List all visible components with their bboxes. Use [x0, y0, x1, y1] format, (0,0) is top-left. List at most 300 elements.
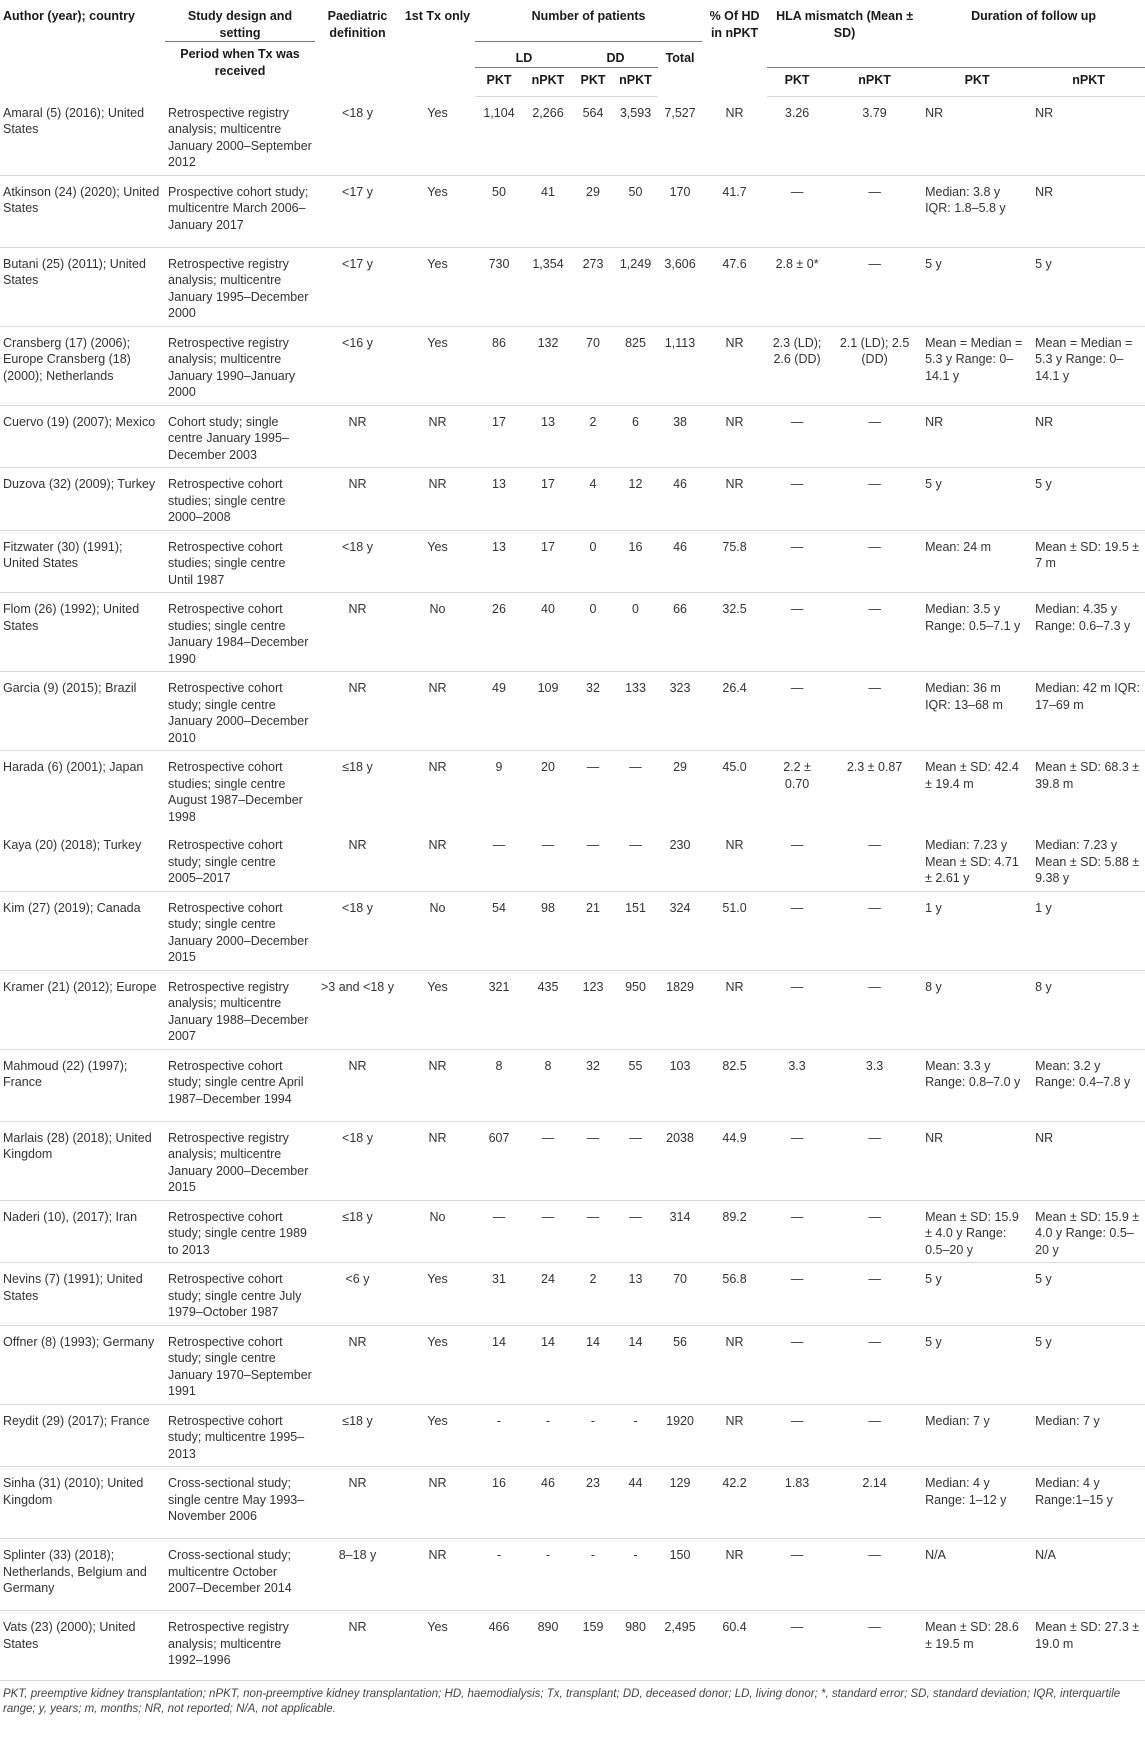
cell-author: Vats (23) (2000); United States — [0, 1611, 165, 1681]
cell-fu-pkt: NR — [922, 97, 1032, 176]
cell-dd-npkt: - — [613, 1539, 658, 1611]
cell-author: Cuervo (19) (2007); Mexico — [0, 405, 165, 468]
cell-total: 46 — [658, 530, 702, 593]
cell-dd-pkt: 23 — [573, 1467, 613, 1539]
cell-author: Sinha (31) (2010); United Kingdom — [0, 1467, 165, 1539]
cell-paediatric: NR — [315, 829, 400, 891]
cell-hla-npkt: — — [827, 1263, 922, 1326]
col-hd: % Of HD in nPKT — [709, 9, 760, 40]
cell-hla-pkt: — — [767, 1325, 827, 1404]
cell-hd: 42.2 — [702, 1467, 767, 1539]
cell-study: Cohort study; single centre January 1995–December 2003 — [165, 405, 315, 468]
cell-paediatric: ≤18 y — [315, 1200, 400, 1263]
cell-fu-npkt: Mean ± SD: 19.5 ± 7 m — [1032, 530, 1145, 593]
cell-ld-npkt: - — [523, 1404, 573, 1467]
cell-study: Retrospective cohort study; single centre April 1987–December 1994 — [165, 1049, 315, 1121]
cell-paediatric: NR — [315, 468, 400, 531]
cell-dd-npkt: 3,593 — [613, 97, 658, 176]
table-row — [0, 751, 1145, 830]
cell-study: Cross-sectional study; single centre May 1993–November 2006 — [165, 1467, 315, 1539]
cell-dd-npkt: 16 — [613, 530, 658, 593]
cell-total: 170 — [658, 175, 702, 247]
cell-hla-pkt: — — [767, 1121, 827, 1200]
cell-hd: NR — [702, 829, 767, 891]
cell-paediatric: NR — [315, 593, 400, 672]
cell-total: 46 — [658, 468, 702, 531]
cell-hla-npkt: 2.1 (LD); 2.5 (DD) — [827, 326, 922, 405]
cell-ld-npkt: 8 — [523, 1049, 573, 1121]
cell-ld-npkt: 40 — [523, 593, 573, 672]
cell-fu-pkt: 5 y — [922, 247, 1032, 326]
cell-hd: 41.7 — [702, 175, 767, 247]
cell-ld-pkt: 16 — [475, 1467, 523, 1539]
table-row — [0, 1404, 1145, 1467]
cell-first-tx: NR — [400, 1049, 475, 1121]
cell-hla-pkt: — — [767, 1263, 827, 1326]
cell-first-tx: NR — [400, 829, 475, 891]
cell-first-tx: Yes — [400, 1611, 475, 1681]
cell-first-tx: NR — [400, 1539, 475, 1611]
cell-fu-npkt: NR — [1032, 175, 1145, 247]
cell-ld-pkt: 14 — [475, 1325, 523, 1404]
cell-study: Prospective cohort study; multicentre March 2006–January 2017 — [165, 175, 315, 247]
cell-dd-npkt: 825 — [613, 326, 658, 405]
cell-fu-pkt: N/A — [922, 1539, 1032, 1611]
cell-dd-pkt: 2 — [573, 1263, 613, 1326]
cell-hla-npkt: — — [827, 829, 922, 891]
cell-hd: NR — [702, 970, 767, 1049]
cell-dd-npkt: 14 — [613, 1325, 658, 1404]
cell-study: Retrospective registry analysis; multicentre January 1988–December 2007 — [165, 970, 315, 1049]
cell-dd-pkt: 273 — [573, 247, 613, 326]
table-row — [0, 1611, 1145, 1681]
cell-first-tx: No — [400, 1200, 475, 1263]
cell-ld-npkt: — — [523, 829, 573, 891]
cell-fu-pkt: Median: 3.5 y Range: 0.5–7.1 y — [922, 593, 1032, 672]
cell-hla-pkt: — — [767, 1611, 827, 1681]
cell-study: Retrospective cohort study; single centre 1989 to 2013 — [165, 1200, 315, 1263]
cell-dd-pkt: 70 — [573, 326, 613, 405]
cell-fu-npkt: Median: 7 y — [1032, 1404, 1145, 1467]
cell-total: 1829 — [658, 970, 702, 1049]
cell-hd: 45.0 — [722, 760, 747, 774]
cell-author: Amaral (5) (2016); United States — [0, 97, 165, 176]
cell-author: Harada (6) (2001); Japan — [3, 760, 144, 774]
col-ld-pkt: PKT — [475, 67, 523, 97]
table-row — [0, 97, 1145, 176]
cell-paediatric: NR — [315, 1467, 400, 1539]
cell-first-tx: No — [400, 891, 475, 970]
cell-total: 314 — [658, 1200, 702, 1263]
cell-dd-pkt: 4 — [573, 468, 613, 531]
cell-total: 56 — [658, 1325, 702, 1404]
cell-study: Retrospective cohort study; multicentre 1995–2013 — [165, 1404, 315, 1467]
cell-hla-pkt: — — [767, 405, 827, 468]
cell-total: 230 — [658, 829, 702, 891]
cell-hd: 60.4 — [702, 1611, 767, 1681]
cell-fu-npkt: 5 y — [1032, 1263, 1145, 1326]
cell-fu-pkt: 8 y — [922, 970, 1032, 1049]
cell-dd-pkt: 32 — [573, 1049, 613, 1121]
cell-hla-npkt: — — [827, 1404, 922, 1467]
cell-first-tx: Yes — [400, 1325, 475, 1404]
table-row — [0, 1325, 1145, 1404]
cell-hd: 47.6 — [702, 247, 767, 326]
cell-total: 150 — [658, 1539, 702, 1611]
cell-hd: NR — [702, 1325, 767, 1404]
cell-fu-npkt: Mean ± SD: 68.3 ± 39.8 m — [1035, 760, 1140, 791]
cell-total: 324 — [658, 891, 702, 970]
cell-dd-npkt: — — [629, 760, 642, 774]
cell-first-tx: Yes — [400, 247, 475, 326]
cell-hla-npkt: — — [827, 530, 922, 593]
cell-fu-pkt: 1 y — [922, 891, 1032, 970]
cell-fu-pkt: 5 y — [922, 1325, 1032, 1404]
cell-ld-npkt: 890 — [523, 1611, 573, 1681]
table-row — [0, 1467, 1145, 1539]
table-row — [0, 405, 1145, 468]
cell-paediatric: NR — [315, 405, 400, 468]
cell-hla-npkt: — — [827, 970, 922, 1049]
col-dd-npkt: nPKT — [613, 67, 658, 97]
cell-ld-pkt: 49 — [475, 672, 523, 751]
cell-ld-npkt: 109 — [523, 672, 573, 751]
cell-dd-npkt: 13 — [613, 1263, 658, 1326]
table-row — [0, 530, 1145, 593]
cell-total: 29 — [673, 760, 687, 774]
cell-author: Nevins (7) (1991); United States — [0, 1263, 165, 1326]
cell-dd-npkt: 980 — [613, 1611, 658, 1681]
cell-dd-pkt: 0 — [573, 530, 613, 593]
cell-total: 3,606 — [658, 247, 702, 326]
cell-author: Mahmoud (22) (1997); France — [0, 1049, 165, 1121]
cell-hla-npkt: — — [827, 405, 922, 468]
cell-study: Retrospective cohort studies; single centre August 1987–December 1998 — [168, 760, 303, 824]
cell-hla-pkt: 2.3 (LD); 2.6 (DD) — [767, 326, 827, 405]
cell-dd-npkt: 133 — [613, 672, 658, 751]
cell-fu-npkt: Mean ± SD: 15.9 ± 4.0 y Range: 0.5–20 y — [1032, 1200, 1145, 1263]
cell-dd-npkt: 1,249 — [613, 247, 658, 326]
cell-hla-pkt: — — [767, 1539, 827, 1611]
cell-study: Retrospective cohort studies; single centre Until 1987 — [165, 530, 315, 593]
cell-dd-pkt: 0 — [573, 593, 613, 672]
cell-paediatric: NR — [315, 1611, 400, 1681]
col-study-design: Study design and setting — [165, 0, 315, 42]
cell-first-tx: Yes — [400, 326, 475, 405]
table-row — [0, 247, 1145, 326]
col-study-period: Period when Tx was received — [180, 47, 300, 78]
cell-hd: 44.9 — [702, 1121, 767, 1200]
cell-fu-npkt: NR — [1032, 1121, 1145, 1200]
table-row — [0, 593, 1145, 672]
cell-total: 103 — [658, 1049, 702, 1121]
cell-paediatric: <16 y — [315, 326, 400, 405]
cell-total: 1920 — [658, 1404, 702, 1467]
cell-ld-pkt: 31 — [475, 1263, 523, 1326]
cell-fu-pkt: Mean ± SD: 15.9 ± 4.0 y Range: 0.5–20 y — [922, 1200, 1032, 1263]
cell-hla-npkt: 3.79 — [827, 97, 922, 176]
cell-hla-pkt: 1.83 — [767, 1467, 827, 1539]
cell-paediatric: 8–18 y — [315, 1539, 400, 1611]
cell-ld-npkt: 1,354 — [523, 247, 573, 326]
table-row — [0, 1121, 1145, 1200]
cell-ld-npkt: 14 — [523, 1325, 573, 1404]
cell-hla-pkt: — — [767, 891, 827, 970]
cell-ld-pkt: 13 — [475, 468, 523, 531]
cell-first-tx: Yes — [400, 970, 475, 1049]
cell-ld-npkt: — — [523, 1121, 573, 1200]
cell-hla-npkt: — — [827, 468, 922, 531]
cell-paediatric: NR — [315, 672, 400, 751]
cell-dd-npkt: 950 — [613, 970, 658, 1049]
cell-study: Cross-sectional study; multicentre October 2007–December 2014 — [165, 1539, 315, 1611]
cell-ld-pkt: 8 — [475, 1049, 523, 1121]
cell-study: Retrospective registry analysis; multicentre 1992–1996 — [165, 1611, 315, 1681]
cell-dd-pkt: — — [586, 760, 600, 774]
cell-author: Fitzwater (30) (1991); United States — [0, 530, 165, 593]
cell-dd-npkt: 44 — [613, 1467, 658, 1539]
cell-ld-npkt: 13 — [523, 405, 573, 468]
cell-fu-pkt: NR — [922, 405, 1032, 468]
cell-ld-npkt: - — [523, 1539, 573, 1611]
cell-paediatric: NR — [315, 1325, 400, 1404]
cell-fu-npkt: NR — [1032, 97, 1145, 176]
cell-dd-pkt: 123 — [573, 970, 613, 1049]
cell-first-tx: NR — [400, 672, 475, 751]
cell-fu-npkt: Mean: 3.2 y Range: 0.4–7.8 y — [1032, 1049, 1145, 1121]
cell-ld-pkt: 730 — [475, 247, 523, 326]
cell-hla-pkt: — — [767, 175, 827, 247]
cell-author: Garcia (9) (2015); Brazil — [0, 672, 165, 751]
cell-hla-pkt: — — [767, 593, 827, 672]
cell-first-tx: NR — [400, 405, 475, 468]
cell-hla-npkt: — — [827, 1121, 922, 1200]
cell-fu-pkt: Median: 7 y — [922, 1404, 1032, 1467]
cell-total: 323 — [658, 672, 702, 751]
cell-dd-npkt: 55 — [613, 1049, 658, 1121]
cell-fu-npkt: 8 y — [1032, 970, 1145, 1049]
cell-fu-npkt: Mean = Median = 5.3 y Range: 0–14.1 y — [1032, 326, 1145, 405]
cell-fu-pkt: Mean: 24 m — [922, 530, 1032, 593]
col-ld: LD — [475, 42, 573, 68]
table-row — [0, 468, 1145, 531]
cell-hla-npkt: — — [827, 247, 922, 326]
cell-first-tx: NR — [400, 1121, 475, 1200]
cell-ld-pkt: - — [475, 1404, 523, 1467]
cell-dd-npkt: 0 — [613, 593, 658, 672]
cell-fu-pkt: Mean = Median = 5.3 y Range: 0–14.1 y — [922, 326, 1032, 405]
cell-dd-npkt: - — [613, 1404, 658, 1467]
cell-dd-npkt: — — [613, 829, 658, 891]
cell-ld-npkt: 20 — [541, 760, 555, 774]
cell-author: Offner (8) (1993); Germany — [0, 1325, 165, 1404]
cell-hd: NR — [702, 405, 767, 468]
table-footnote: PKT, preemptive kidney transplantation; nPKT, non-preemptive kidney transplantation; HD, haemodialysis; Tx, transplant; DD, deceased donor; LD, living donor; *, standard error; SD, standard deviation; IQR, interquartile range; y, years; m, months; NR, not reported; N/A, not applicable. — [3, 1688, 1121, 1715]
col-hla-npkt: nPKT — [827, 67, 922, 97]
cell-ld-pkt: 9 — [495, 760, 503, 774]
cell-ld-npkt: 17 — [523, 530, 573, 593]
col-fu-npkt: nPKT — [1032, 67, 1145, 97]
cell-dd-pkt: 564 — [573, 97, 613, 176]
cell-dd-pkt: — — [573, 1121, 613, 1200]
cell-hla-npkt: 3.3 — [827, 1049, 922, 1121]
cell-fu-npkt: 5 y — [1032, 247, 1145, 326]
cell-hd: NR — [702, 468, 767, 531]
table-body — [0, 97, 1145, 1681]
cell-hd: 82.5 — [702, 1049, 767, 1121]
cell-dd-pkt: 14 — [573, 1325, 613, 1404]
cell-ld-npkt: 17 — [523, 468, 573, 531]
cell-total: 129 — [658, 1467, 702, 1539]
cell-ld-pkt: 1,104 — [475, 97, 523, 176]
cell-ld-pkt: 50 — [475, 175, 523, 247]
cell-dd-pkt: 21 — [573, 891, 613, 970]
cell-study: Retrospective cohort study; single centre 2005–2017 — [165, 829, 315, 891]
cell-dd-npkt: 151 — [613, 891, 658, 970]
cell-hla-pkt: 3.3 — [767, 1049, 827, 1121]
cell-hla-npkt: — — [827, 1200, 922, 1263]
cell-first-tx: Yes — [400, 97, 475, 176]
cell-author: Kim (27) (2019); Canada — [0, 891, 165, 970]
cell-author: Kramer (21) (2012); Europe — [0, 970, 165, 1049]
cell-first-tx: NR — [400, 468, 475, 531]
cell-paediatric: <18 y — [315, 891, 400, 970]
cell-fu-pkt: 5 y — [922, 468, 1032, 531]
cell-total: 2,495 — [658, 1611, 702, 1681]
cell-ld-pkt: 466 — [475, 1611, 523, 1681]
cell-study: Retrospective registry analysis; multicentre January 1990–January 2000 — [165, 326, 315, 405]
cell-author: Naderi (10), (2017); Iran — [0, 1200, 165, 1263]
cell-hla-pkt: 2.2 ± 0.70 — [783, 760, 811, 791]
cell-hla-pkt: — — [767, 1404, 827, 1467]
cell-hla-npkt: — — [827, 593, 922, 672]
cell-hla-npkt: — — [827, 672, 922, 751]
table-row — [0, 175, 1145, 247]
cell-ld-npkt: 24 — [523, 1263, 573, 1326]
cell-first-tx: Yes — [400, 530, 475, 593]
table-row — [0, 1539, 1145, 1611]
table-row — [0, 891, 1145, 970]
cell-dd-pkt: 29 — [573, 175, 613, 247]
cell-ld-pkt: - — [475, 1539, 523, 1611]
cell-hla-pkt: 3.26 — [767, 97, 827, 176]
cell-paediatric: <18 y — [315, 530, 400, 593]
cell-hla-npkt: — — [827, 891, 922, 970]
table-row — [0, 829, 1145, 891]
cell-ld-npkt: 132 — [523, 326, 573, 405]
cell-hd: 51.0 — [702, 891, 767, 970]
cell-fu-pkt: Mean: 3.3 y Range: 0.8–7.0 y — [922, 1049, 1032, 1121]
cell-fu-pkt: Median: 4 y Range: 1–12 y — [922, 1467, 1032, 1539]
cell-dd-pkt: 159 — [573, 1611, 613, 1681]
cell-author: Duzova (32) (2009); Turkey — [0, 468, 165, 531]
cell-fu-npkt: Mean ± SD: 27.3 ± 19.0 m — [1032, 1611, 1145, 1681]
cell-dd-pkt: 32 — [573, 672, 613, 751]
table-row — [0, 1049, 1145, 1121]
col-paediatric: Paediatric definition — [327, 9, 388, 40]
cell-study: Retrospective cohort study; single centre January 2000–December 2015 — [165, 891, 315, 970]
cell-fu-pkt: Mean ± SD: 28.6 ± 19.5 m — [922, 1611, 1032, 1681]
cell-author: Atkinson (24) (2020); United States — [0, 175, 165, 247]
cell-hla-npkt: — — [827, 1325, 922, 1404]
cell-author: Marlais (28) (2018); United Kingdom — [0, 1121, 165, 1200]
cell-author: Reydit (29) (2017); France — [0, 1404, 165, 1467]
cell-ld-npkt: 41 — [523, 175, 573, 247]
cell-fu-pkt: Median: 3.8 y IQR: 1.8–5.8 y — [922, 175, 1032, 247]
col-dd: DD — [573, 42, 658, 68]
cell-total: 2038 — [658, 1121, 702, 1200]
table-row — [0, 326, 1145, 405]
cell-hla-pkt: — — [767, 672, 827, 751]
cell-hd: 26.4 — [702, 672, 767, 751]
cell-dd-pkt: — — [573, 829, 613, 891]
cell-hd: NR — [702, 1539, 767, 1611]
cell-hd: 56.8 — [702, 1263, 767, 1326]
cell-dd-npkt: — — [613, 1200, 658, 1263]
cell-total: 7,527 — [658, 97, 702, 176]
cell-paediatric: ≤18 y — [315, 1404, 400, 1467]
cell-first-tx: NR — [400, 1467, 475, 1539]
cell-fu-npkt: NR — [1032, 405, 1145, 468]
cell-fu-npkt: Median: 4.35 y Range: 0.6–7.3 y — [1032, 593, 1145, 672]
table-row — [0, 672, 1145, 751]
cell-study: Retrospective registry analysis; multicentre January 2000–September 2012 — [165, 97, 315, 176]
cell-paediatric: >3 and <18 y — [315, 970, 400, 1049]
cell-first-tx: Yes — [400, 175, 475, 247]
cell-total: 66 — [658, 593, 702, 672]
cell-author: Cransberg (17) (2006); Europe Cransberg (18) (2000); Netherlands — [0, 326, 165, 405]
cell-ld-pkt: 26 — [475, 593, 523, 672]
cell-ld-pkt: 17 — [475, 405, 523, 468]
cell-ld-npkt: 98 — [523, 891, 573, 970]
cell-hla-pkt: — — [767, 468, 827, 531]
cell-dd-pkt: - — [573, 1404, 613, 1467]
cell-study: Retrospective registry analysis; multicentre January 2000–December 2015 — [165, 1121, 315, 1200]
cell-ld-npkt: 2,266 — [523, 97, 573, 176]
col-dd-pkt: PKT — [573, 67, 613, 97]
cell-dd-pkt: — — [573, 1200, 613, 1263]
col-first-tx: 1st Tx only — [404, 9, 471, 23]
table-header — [0, 0, 1145, 97]
cell-study: Retrospective cohort study; single centre July 1979–October 1987 — [165, 1263, 315, 1326]
cell-hd: NR — [702, 1404, 767, 1467]
cell-fu-npkt: Median: 4 y Range:1–15 y — [1032, 1467, 1145, 1539]
cell-first-tx: NR — [428, 760, 447, 774]
cell-ld-pkt: 13 — [475, 530, 523, 593]
col-fu-pkt: PKT — [922, 67, 1032, 97]
cell-paediatric: <17 y — [315, 175, 400, 247]
cell-hla-pkt: — — [767, 530, 827, 593]
cell-fu-npkt: N/A — [1032, 1539, 1145, 1611]
cell-fu-npkt: Median: 7.23 y Mean ± SD: 5.88 ± 9.38 y — [1032, 829, 1145, 891]
cell-study: Retrospective cohort study; single centre January 2000–December 2010 — [165, 672, 315, 751]
cell-first-tx: Yes — [400, 1404, 475, 1467]
cell-hla-npkt: 2.3 ± 0.87 — [846, 760, 903, 774]
cell-ld-pkt: 54 — [475, 891, 523, 970]
cell-paediatric: <6 y — [315, 1263, 400, 1326]
col-number-patients: Number of patients — [531, 9, 646, 23]
table-row — [0, 970, 1145, 1049]
cell-ld-npkt: 435 — [523, 970, 573, 1049]
cell-paediatric: <18 y — [315, 1121, 400, 1200]
cell-study: Retrospective registry analysis; multicentre January 1995–December 2000 — [165, 247, 315, 326]
cell-hd: 75.8 — [702, 530, 767, 593]
cell-dd-pkt: 2 — [573, 405, 613, 468]
cell-study: Retrospective cohort study; single centre January 1970–September 1991 — [165, 1325, 315, 1404]
col-author: Author (year); country — [3, 9, 135, 23]
cell-hd: NR — [702, 97, 767, 176]
cell-fu-npkt: 1 y — [1032, 891, 1145, 970]
